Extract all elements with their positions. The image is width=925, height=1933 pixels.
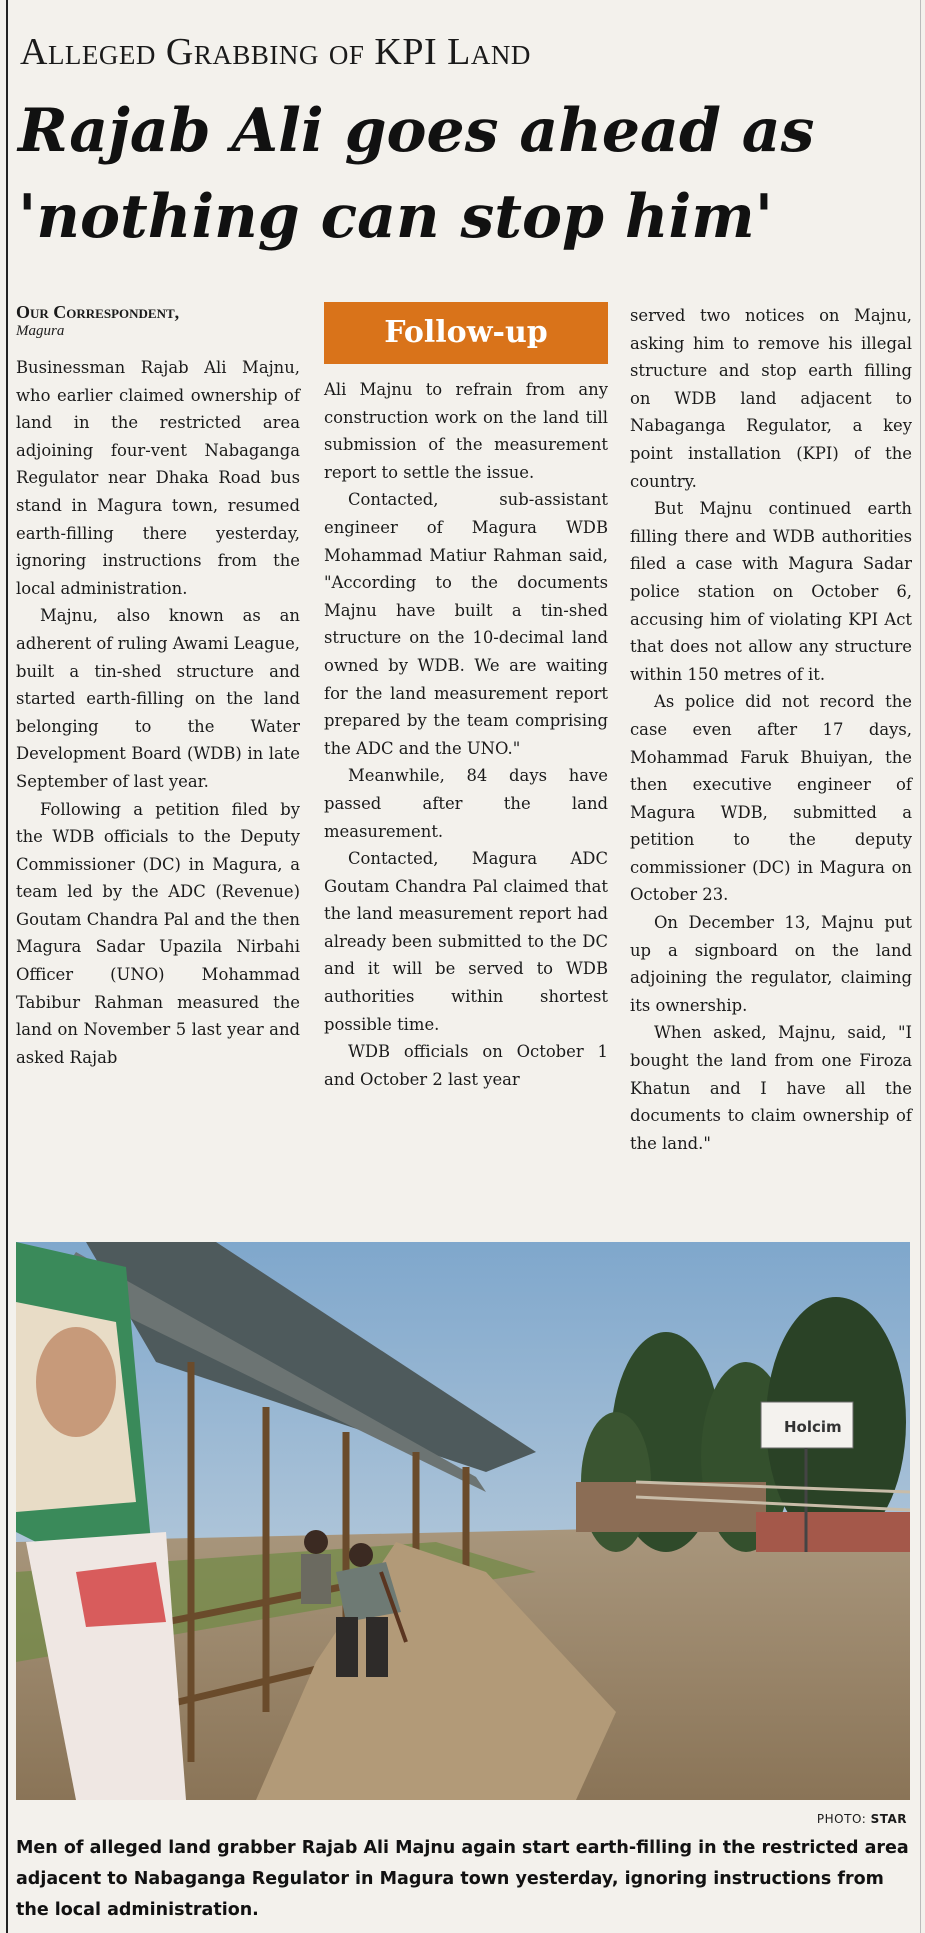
byline-place: Magura <box>16 323 65 339</box>
photo-credit <box>817 1812 907 1826</box>
paragraph: Meanwhile, 84 days have passed after the land measurement. <box>324 766 608 841</box>
article-column-2 <box>324 300 608 1093</box>
photo-credit-label: PHOTO: <box>816 1812 871 1826</box>
kicker-heading: Alleged Grabbing of KPI Land <box>20 31 531 73</box>
caption-line-3: the local administration. <box>16 1900 259 1920</box>
article-column-1 <box>16 300 300 1071</box>
paragraph: Following a petition filed by the WDB officials to the Deputy Commissioner (DC) in Magura, a team led by the ADC (Revenue) Goutam Chandra Pal and the then Magura Sadar Upazila Nirbahi Officer (UNO) Mohammad Tabibur Rahman measured the land on November 5 last year and asked Rajab <box>16 799 300 1067</box>
paragraph: Majnu, also known as an adherent of ruling Awami League, built a tin-shed structure and started earth-filling on the land belonging to the Water Development Board (WDB) in late September of last year. <box>16 606 300 791</box>
paragraph: Businessman Rajab Ali Majnu, who earlier claimed ownership of land in the restricted area adjoining four-vent Nabaganga Regulator near Dhaka Road bus stand in Magura town, resumed earth-filling there yesterday, ignoring instructions from the local administration. <box>16 358 300 598</box>
paragraph: served two notices on Majnu, asking him to remove his illegal structure and stop earth filling on WDB land adjacent to Nabaganga Regulator, a key point installation (KPI) of the country. <box>630 306 912 491</box>
paragraph: When asked, Majnu, said, "I bought the land from one Firoza Khatun and I have all the documents to claim ownership of the land." <box>630 1023 912 1153</box>
paragraph: On December 13, Majnu put up a signboard on the land adjoining the regulator, claiming its ownership. <box>630 913 912 1015</box>
caption-line-1: Men of alleged land grabber Rajab Ali Majnu again start earth-filling in the restricted area <box>16 1838 909 1858</box>
column-rule-right <box>920 0 921 1933</box>
article-column-3 <box>630 302 912 1157</box>
headline-line-1: Rajab Ali goes ahead as <box>18 96 815 166</box>
photo-illustration <box>16 1242 910 1800</box>
photo-credit-source: STAR <box>870 1812 907 1826</box>
headline-line-2: 'nothing can stop him' <box>18 182 774 252</box>
caption-line-2: adjacent to Nabaganga Regulator in Magura town yesterday, ignoring instructions from <box>16 1869 884 1889</box>
holcim-sign-text: Holcim <box>784 1418 842 1436</box>
paragraph: WDB officials on October 1 and October 2 last year <box>324 1042 608 1089</box>
follow-up-banner: Follow-up <box>324 302 608 364</box>
news-photo <box>16 1242 910 1800</box>
paragraph: But Majnu continued earth filling there and WDB authorities filed a case with Magura Sadar police station on October 6, accusing him of violating KPI Act that does not allow any structure within 150 metres of it. <box>630 499 912 684</box>
photo-caption <box>16 1833 916 1926</box>
paragraph: Contacted, Magura ADC Goutam Chandra Pal claimed that the land measurement report had already been submitted to the DC and it will be served to WDB authorities within shortest possible time. <box>324 849 608 1034</box>
byline-name: Our Correspondent, <box>16 302 180 322</box>
column-rule-left <box>6 0 8 1933</box>
headline <box>18 88 918 260</box>
paragraph: Ali Majnu to refrain from any construction work on the land till submission of the measurement report to settle the issue. <box>324 380 608 482</box>
paragraph: Contacted, sub-assistant engineer of Magura WDB Mohammad Matiur Rahman said, "According to the documents Majnu have built a tin-shed structure on the 10-decimal land owned by WDB. We are waiting for the land measurement report prepared by the team comprising the ADC and the UNO." <box>324 490 608 758</box>
paragraph: As police did not record the case even after 17 days, Mohammad Faruk Bhuiyan, the then executive engineer of Magura WDB, submitted a petition to the deputy commissioner (DC) in Magura on October 23. <box>630 692 912 905</box>
